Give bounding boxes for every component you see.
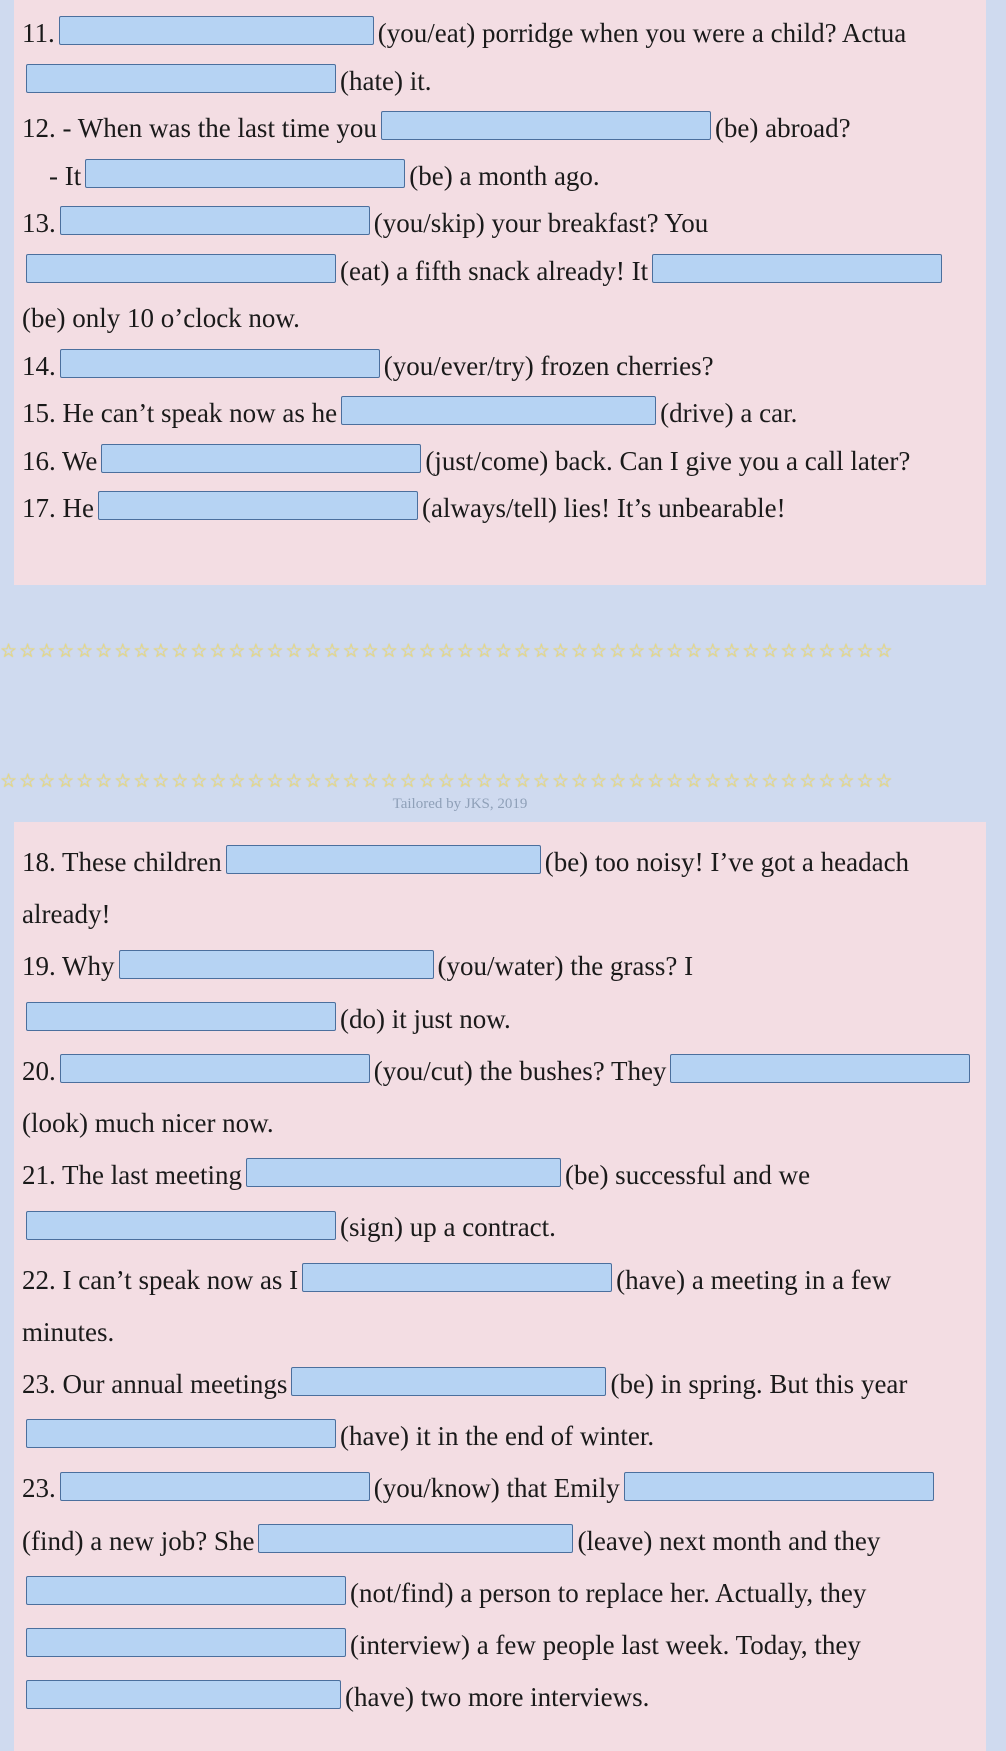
- exercise-text: (have) it in the end of winter.: [340, 1420, 655, 1451]
- exercise-text: 15. He can’t speak now as he: [22, 397, 338, 428]
- exercise-text: (do) it just now.: [340, 1003, 511, 1034]
- exercise-text: (always/tell) lies! It’s unbearable!: [421, 492, 786, 523]
- exercise-text: (have) two more interviews.: [345, 1681, 650, 1712]
- exercise-text: 21. The last meeting: [22, 1159, 242, 1190]
- exercise-text: 23.: [22, 1473, 56, 1504]
- exercise-text: 18. These children: [22, 846, 222, 877]
- exercise-text: (look) much nicer now.: [22, 1107, 274, 1138]
- exercise-line: [22, 1617, 986, 1667]
- exercise-line: [22, 834, 986, 884]
- answer-blank-input[interactable]: [60, 1054, 370, 1083]
- exercise-text: minutes.: [22, 1316, 115, 1347]
- answer-blank-input[interactable]: [85, 159, 405, 188]
- answer-blank-input[interactable]: [98, 491, 418, 520]
- exercise-text: 22. I can’t speak now as I: [22, 1264, 299, 1295]
- exercise-text: - It: [22, 160, 82, 191]
- answer-blank-input[interactable]: [26, 1628, 346, 1657]
- exercise-text: 14.: [22, 350, 56, 381]
- answer-blank-input[interactable]: [26, 64, 336, 93]
- exercise-line: [22, 290, 986, 340]
- exercise-text: (just/come) back. Can I give you a call later?: [425, 445, 911, 476]
- answer-blank-input[interactable]: [26, 1576, 346, 1605]
- exercise-panel-top: [14, 0, 986, 585]
- exercise-line: [22, 991, 986, 1041]
- exercise-text: (you/know) that Emily: [373, 1473, 620, 1504]
- answer-blank-input[interactable]: [652, 254, 942, 283]
- exercise-text: 16. We: [22, 445, 98, 476]
- exercise-line: [22, 385, 986, 435]
- answer-blank-input[interactable]: [119, 950, 434, 979]
- answer-blank-input[interactable]: [60, 1472, 370, 1501]
- author-credit: Tailored by JKS, 2019: [392, 796, 528, 812]
- exercise-text: (you/cut) the bushes? They: [373, 1055, 667, 1086]
- exercise-text: (find) a new job? She: [22, 1525, 255, 1556]
- exercise-text: 20.: [22, 1055, 56, 1086]
- exercise-line: [22, 1513, 986, 1563]
- exercise-text: (drive) a car.: [660, 397, 798, 428]
- exercise-text: (you/ever/try) frozen cherries?: [383, 350, 714, 381]
- exercise-line: [22, 1408, 986, 1458]
- answer-blank-input[interactable]: [26, 254, 336, 283]
- answer-blank-input[interactable]: [302, 1263, 612, 1292]
- exercise-line: [22, 1043, 986, 1093]
- exercise-text: (sign) up a contract.: [340, 1212, 556, 1243]
- exercise-line: [22, 243, 986, 293]
- exercise-text: 12. - When was the last time you: [22, 112, 377, 143]
- exercise-text: (be) a month ago.: [409, 160, 600, 191]
- exercise-line: [22, 53, 986, 103]
- exercise-line: [22, 1460, 986, 1510]
- exercise-text: (you/eat) porridge when you were a child? Actua: [377, 17, 907, 48]
- exercise-text: (be) successful and we: [564, 1159, 811, 1190]
- exercise-line: [22, 338, 986, 388]
- exercise-text: (be) in spring. But this year: [610, 1368, 908, 1399]
- exercise-line: [22, 1095, 986, 1145]
- exercise-text: 11.: [22, 17, 55, 48]
- exercise-line: [22, 1147, 986, 1197]
- answer-blank-input[interactable]: [26, 1211, 336, 1240]
- answer-blank-input[interactable]: [60, 349, 380, 378]
- exercise-text: (be) only 10 o’clock now.: [22, 302, 300, 333]
- answer-blank-input[interactable]: [246, 1158, 561, 1187]
- exercise-line: [22, 100, 986, 150]
- exercise-line: [22, 1304, 986, 1354]
- exercise-text: (be) too noisy! I’ve got a headach: [544, 846, 910, 877]
- answer-blank-input[interactable]: [258, 1524, 573, 1553]
- star-divider-top: ☆☆☆☆☆☆☆☆☆☆☆☆☆☆☆☆☆☆☆☆☆☆☆☆☆☆☆☆☆☆☆☆☆☆☆☆☆☆☆☆☆☆☆☆☆☆☆: [0, 641, 895, 662]
- exercise-text: (hate) it.: [340, 65, 432, 96]
- answer-blank-input[interactable]: [59, 16, 374, 45]
- answer-blank-input[interactable]: [624, 1472, 934, 1501]
- exercise-line: [22, 1252, 986, 1302]
- exercise-text: (you/skip) your breakfast? You: [373, 207, 709, 238]
- answer-blank-input[interactable]: [381, 111, 711, 140]
- exercise-text: (not/find) a person to replace her. Actually, they: [350, 1577, 867, 1608]
- exercise-text: (leave) next month and they: [577, 1525, 881, 1556]
- exercise-text: 13.: [22, 207, 56, 238]
- answer-blank-input[interactable]: [341, 396, 656, 425]
- exercise-text: 19. Why: [22, 951, 115, 982]
- exercise-line: [22, 1565, 986, 1615]
- exercise-line: [22, 1199, 986, 1249]
- exercise-line: [22, 433, 986, 483]
- answer-blank-input[interactable]: [226, 845, 541, 874]
- exercise-text: (you/water) the grass? I: [437, 951, 694, 982]
- exercise-line: [22, 148, 986, 198]
- exercise-text: 23. Our annual meetings: [22, 1368, 288, 1399]
- exercise-text: 17. He: [22, 492, 94, 523]
- exercise-line: [22, 480, 986, 530]
- exercise-line: [22, 195, 986, 245]
- answer-blank-input[interactable]: [26, 1419, 336, 1448]
- answer-blank-input[interactable]: [60, 206, 370, 235]
- exercise-text: (interview) a few people last week. Today, they: [350, 1629, 861, 1660]
- star-divider-bottom: ☆☆☆☆☆☆☆☆☆☆☆☆☆☆☆☆☆☆☆☆☆☆☆☆☆☆☆☆☆☆☆☆☆☆☆☆☆☆☆☆☆☆☆☆☆☆☆: [0, 771, 895, 792]
- exercise-line: [22, 938, 986, 988]
- exercise-text: (be) abroad?: [714, 112, 851, 143]
- answer-blank-input[interactable]: [26, 1002, 336, 1031]
- answer-blank-input[interactable]: [291, 1367, 606, 1396]
- exercise-line: [22, 1669, 986, 1719]
- exercise-line: [22, 5, 986, 55]
- exercise-line: [22, 886, 986, 936]
- exercise-text: (eat) a fifth snack already! It: [340, 255, 649, 286]
- exercise-panel-bottom: [14, 822, 986, 1751]
- exercise-text: (have) a meeting in a few: [616, 1264, 892, 1295]
- exercise-line: [22, 1356, 986, 1406]
- answer-blank-input[interactable]: [101, 444, 421, 473]
- answer-blank-input[interactable]: [670, 1054, 970, 1083]
- exercise-text: already!: [22, 898, 111, 929]
- answer-blank-input[interactable]: [26, 1680, 341, 1709]
